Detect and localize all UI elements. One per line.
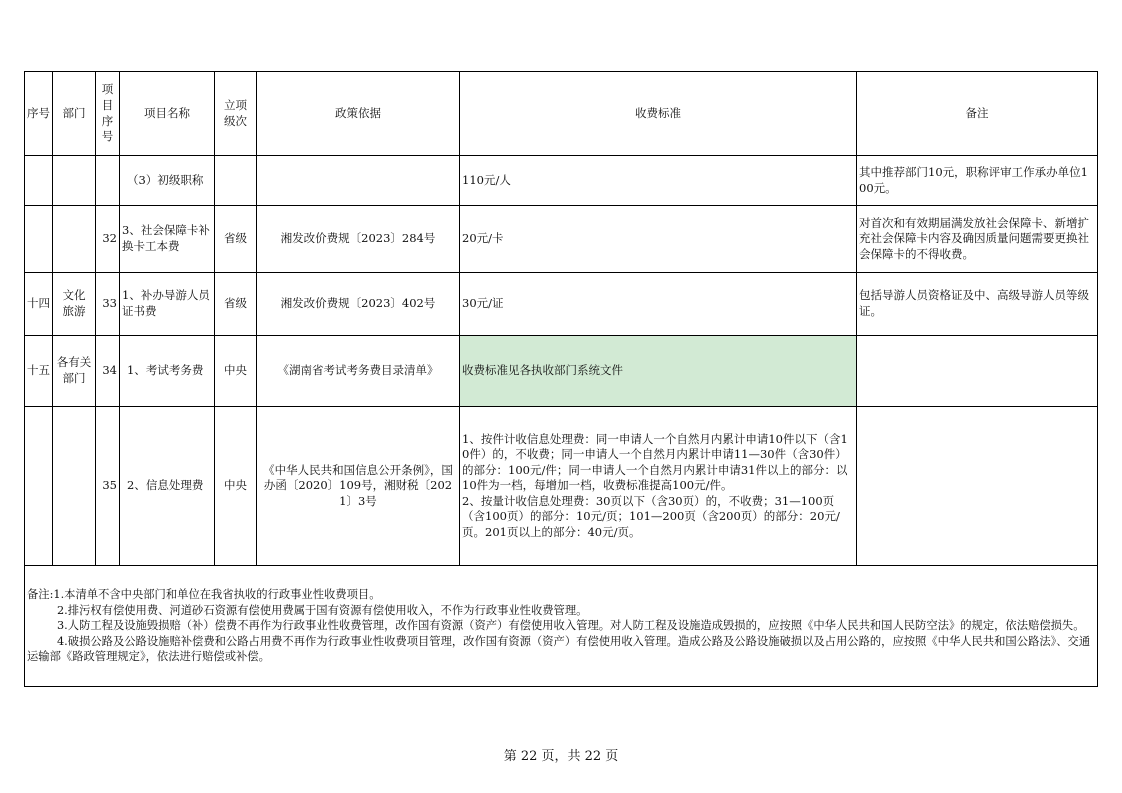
- cell-seq: [25, 206, 53, 273]
- cell-item-name: 3、社会保障卡补换卡工本费: [120, 206, 215, 273]
- table-row: [25, 407, 1098, 566]
- cell-seq: 十四: [25, 273, 53, 336]
- cell-policy: 《中华人民共和国信息公开条例》，国办函〔2020〕109号，湘财税〔2021〕3号: [257, 407, 460, 566]
- cell-remark: [857, 407, 1098, 566]
- cell-item-name: （3）初级职称: [120, 156, 215, 206]
- table-row: [25, 156, 1098, 206]
- cell-level: 省级: [215, 206, 257, 273]
- cell-standard-highlighted: 收费标准见各执收部门系统文件: [460, 336, 857, 407]
- cell-standard: [460, 407, 857, 566]
- cell-item-no: 34: [96, 336, 120, 407]
- cell-policy: 《湖南省考试考务费目录清单》: [257, 336, 460, 407]
- cell-seq: [25, 407, 53, 566]
- cell-remark: 对首次和有效期届满发放社会保障卡、新增扩充社会保障卡内容及确因质量问题需要更换社会保障卡的不得收费。: [857, 206, 1098, 273]
- cell-dept: [53, 407, 96, 566]
- cell-dept: [53, 206, 96, 273]
- table-row: [25, 336, 1098, 407]
- notes-cell: [25, 566, 1098, 687]
- col-header-remark: 备注: [857, 72, 1098, 156]
- cell-remark: [857, 336, 1098, 407]
- note-item: 2.排污权有偿使用费、河道砂石资源有偿使用费属于国有资源有偿使用收入，不作为行政事业性收费管理。: [57, 603, 588, 617]
- page-number: 第 22 页，共 22 页: [503, 749, 619, 764]
- col-header-standard: 收费标准: [460, 72, 857, 156]
- cell-item-no: [96, 156, 120, 206]
- standard-line: 2、按量计收信息处理费：30页以下（含30页）的，不收费；31—100页（含100页）的部分：10元/页；101—200页（含200页）的部分：20元/页。201页以上的部分：40元/页。: [462, 493, 840, 539]
- fee-table: [24, 71, 1098, 687]
- cell-item-name: 2、信息处理费: [120, 407, 215, 566]
- cell-policy: [257, 156, 460, 206]
- cell-dept: [53, 156, 96, 206]
- col-header-item-name: 项目名称: [120, 72, 215, 156]
- cell-standard: 30元/证: [460, 273, 857, 336]
- cell-policy: 湘发改价费规〔2023〕402号: [257, 273, 460, 336]
- cell-dept: 各有关部门: [53, 336, 96, 407]
- cell-level: 中央: [215, 407, 257, 566]
- cell-item-name: 1、补办导游人员证书费: [120, 273, 215, 336]
- notes-row: [25, 566, 1098, 687]
- cell-item-name: 1、考试考务费: [120, 336, 215, 407]
- cell-remark: 包括导游人员资格证及中、高级导游人员等级证。: [857, 273, 1098, 336]
- cell-remark: 其中推荐部门10元，职称评审工作承办单位100元。: [857, 156, 1098, 206]
- col-header-seq: 序号: [25, 72, 53, 156]
- cell-policy: 湘发改价费规〔2023〕284号: [257, 206, 460, 273]
- table-row: [25, 206, 1098, 273]
- cell-item-no: 32: [96, 206, 120, 273]
- cell-seq: [25, 156, 53, 206]
- cell-level: 省级: [215, 273, 257, 336]
- col-header-dept: 部门: [53, 72, 96, 156]
- cell-dept: 文化旅游: [53, 273, 96, 336]
- standard-line: 1、按件计收信息处理费：同一申请人一个自然月内累计申请10件以下（含10件）的，不收费；同一申请人一个自然月内累计申请11—30件（含30件）的部分：100元/件；同一申请人一个自然月内累计申请31件以上的部分：以10件为一档，每增加一档，收费标准提高100元/件。: [462, 431, 848, 493]
- cell-seq: 十五: [25, 336, 53, 407]
- table-row: [25, 273, 1098, 336]
- note-item: 备注:1.本清单不含中央部门和单位在我省执收的行政事业性收费项目。: [27, 588, 381, 602]
- note-item: 3.人防工程及设施毁损赔（补）偿费不再作为行政事业性收费管理，改作国有资源（资产）有偿使用收入管理。对人防工程及设施造成毁损的，应按照《中华人民共和国人民防空法》的规定，依法赔偿损失。: [57, 619, 1085, 633]
- col-header-level: 立项级次: [215, 72, 257, 156]
- cell-level: [215, 156, 257, 206]
- cell-item-no: 35: [96, 407, 120, 566]
- cell-item-no: 33: [96, 273, 120, 336]
- note-item: 4.破损公路及公路设施赔补偿费和公路占用费不再作为行政事业性收费项目管理，改作国有资源（资产）有偿使用收入管理。造成公路及公路设施破损以及占用公路的，应按照《中华人民共和国公路法》、交通运输部《路政管理规定》，依法进行赔偿或补偿。: [27, 634, 1091, 664]
- col-header-policy: 政策依据: [257, 72, 460, 156]
- col-header-item-no: 项目序号: [96, 72, 120, 156]
- cell-level: 中央: [215, 336, 257, 407]
- header-row: [25, 72, 1098, 156]
- cell-standard: 20元/卡: [460, 206, 857, 273]
- cell-standard: 110元/人: [460, 156, 857, 206]
